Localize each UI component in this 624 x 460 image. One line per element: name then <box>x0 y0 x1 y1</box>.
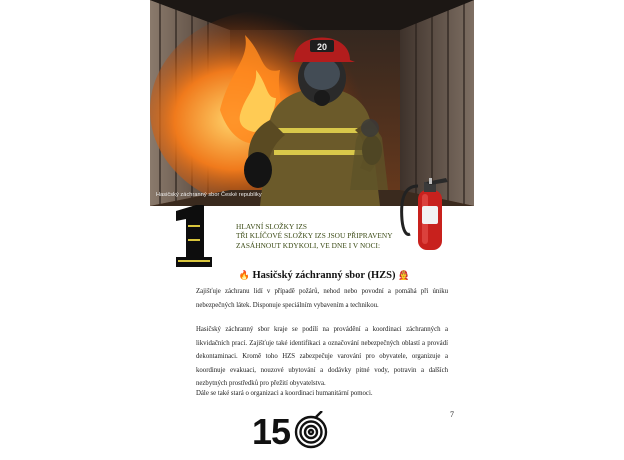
headline-line-1: HLAVNÍ SLOŽKY IZS <box>236 222 307 231</box>
main-paragraph: Hasičský záchranný sbor kraje se podílí na provádění a koordinaci záchranných a likvidačních prací. Zajišťuje také identifikaci a označování nebezpečných oblastí a provádí dekontaminaci. Kromě toho HZS zabezpečuje varování pro obyvatele, organizuje a koordinuje evakuaci, nouzové ubytování a dodávky pitné vody, potravin a dalších nezbytných prostředků pro přežití obyvatelstva. <box>196 326 448 387</box>
intro-paragraph: Zajišťuje záchranu lidí v případě požárů, nehod nebo povodní a pomáhá při úniku nebezpečných látek. Disponuje speciálním vybavením a technikou. <box>196 288 448 309</box>
helmet-number: 20 <box>316 42 328 52</box>
fire-extinguisher-icon <box>396 176 452 252</box>
big-number-one <box>172 205 214 267</box>
page-number: 7 <box>450 410 454 419</box>
logo-150-hose-icon <box>252 411 330 449</box>
headline-line-3: ZASÁHNOUT KDYKOLI, VE DNE I V NOCI: <box>236 240 381 250</box>
fire-icon: 🔥 <box>238 270 250 280</box>
closing-paragraph: Dále se také stará o organizaci a koordinaci humanitární pomoci. <box>196 390 373 397</box>
section-title-text: Hasičský záchranný sbor (HZS) <box>252 270 396 281</box>
firefighter-icon: 👨‍🚒 <box>398 270 410 280</box>
logo-text: 15 <box>252 411 291 449</box>
section-title <box>196 270 452 281</box>
photo-caption: Hasičský záchranný sbor České republiky <box>156 192 262 198</box>
headline <box>236 222 416 250</box>
headline-line-2: TŘI KLÍČOVÉ SLOŽKY IZS JSOU PŘIPRAVENY <box>236 231 393 241</box>
big-number-text: 1 <box>172 205 173 206</box>
